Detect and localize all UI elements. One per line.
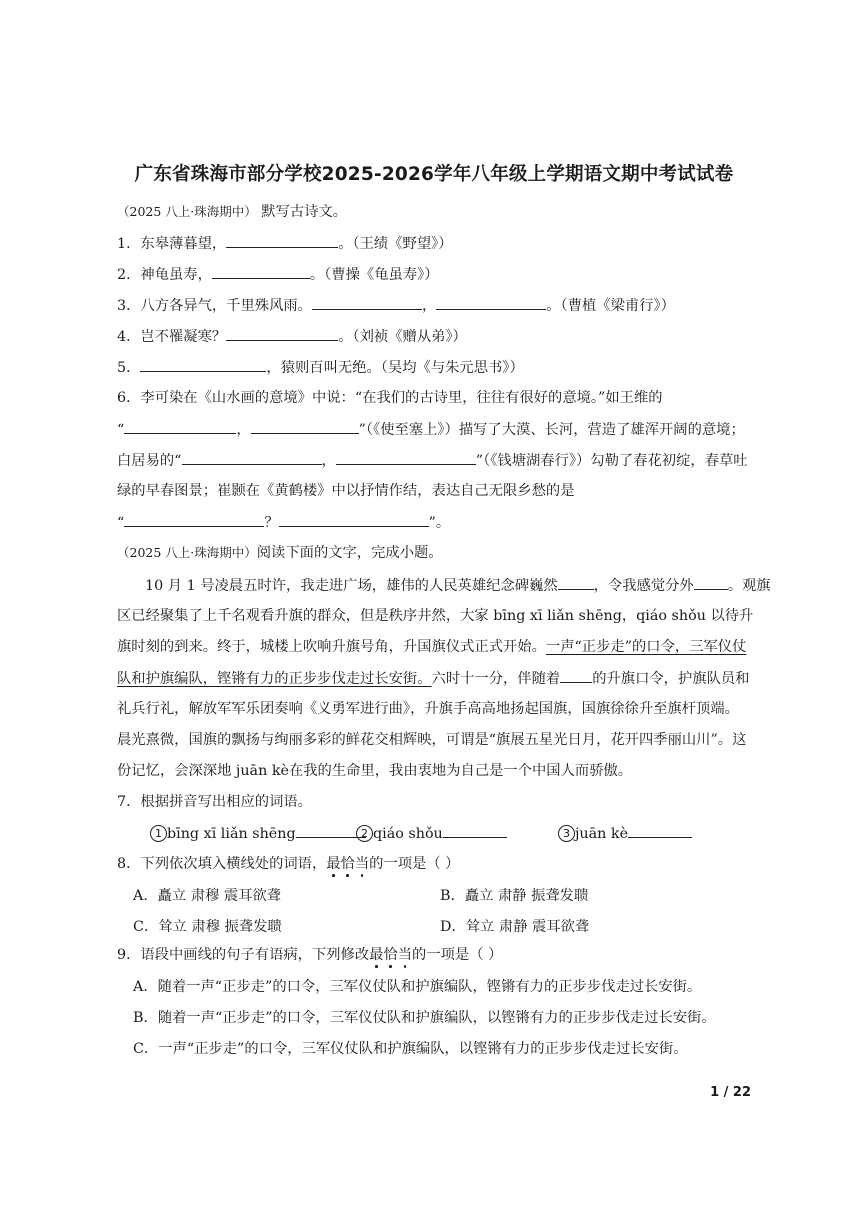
q7-item-3 bbox=[558, 823, 692, 844]
q5-text: ，猿则百叫无绝。（吴均《与朱元思书》） bbox=[266, 360, 524, 376]
q9-option-b[interactable] bbox=[133, 1008, 716, 1028]
answer-blank[interactable] bbox=[694, 575, 728, 590]
option-label: D． bbox=[440, 919, 466, 935]
q3-comma: ， bbox=[421, 298, 437, 314]
circled-number: 2 bbox=[356, 825, 373, 842]
answer-blank[interactable] bbox=[212, 264, 310, 279]
emphasis-char: 最 bbox=[369, 947, 384, 963]
option-label: A． bbox=[133, 888, 158, 904]
q2-text: 神龟虽寿， bbox=[140, 267, 212, 283]
page-number: 1 / 22 bbox=[710, 1085, 751, 1100]
passage-text: 份记忆，会深深地 juān kè在我的生命里，我由衷地为自己是一个中国人而骄傲。 bbox=[117, 763, 633, 779]
q2-source: 。（曹操《龟虽寿》） bbox=[309, 267, 439, 283]
question-9 bbox=[117, 945, 502, 965]
option-text: 耸立 肃静 震耳欲聋 bbox=[465, 919, 590, 935]
emphasis-char: 最 bbox=[326, 856, 341, 872]
question-4 bbox=[117, 326, 467, 347]
q8-option-d[interactable] bbox=[440, 917, 589, 937]
comma: ， bbox=[321, 453, 336, 469]
answer-blank[interactable] bbox=[560, 668, 592, 683]
pinyin: bīng xī liǎn shēng bbox=[167, 826, 296, 842]
q4-number: 4． bbox=[117, 329, 141, 345]
option-text: 随着一声“正步走”的口令，三军仪仗队和护旗编队，铿锵有力的正步步伐走过长安街。 bbox=[157, 979, 702, 995]
passage-text: 六时十一分，伴随着 bbox=[431, 671, 561, 687]
answer-blank[interactable] bbox=[124, 419, 236, 434]
question-mark: ？ bbox=[264, 515, 279, 531]
question-6-line5 bbox=[117, 512, 450, 533]
question-6-line3 bbox=[117, 450, 748, 471]
q3-number: 3． bbox=[117, 298, 141, 314]
q5-number: 5． bbox=[117, 360, 141, 376]
answer-blank[interactable] bbox=[279, 512, 429, 527]
passage-text: 晨光熹微，国旗的飘扬与绚丽多彩的鲜花交相辉映，可谓是“旗展五星光日月，花开四季丽山川”。这 bbox=[117, 732, 747, 748]
q8-option-c[interactable] bbox=[133, 917, 282, 937]
emphasis-char: 恰 bbox=[340, 856, 355, 872]
q8-stem: 的一项是（ ） bbox=[369, 856, 460, 872]
passage-line bbox=[117, 730, 746, 750]
q8-stem: 8．下列依次填入横线处的词语， bbox=[117, 856, 327, 872]
q9-option-c[interactable] bbox=[133, 1039, 688, 1059]
section2-instruction: 阅读下面的文字，完成小题。 bbox=[256, 545, 443, 561]
emphasis-char: 当 bbox=[354, 856, 370, 872]
passage-line bbox=[117, 761, 632, 781]
option-text: 随着一声“正步走”的口令，三军仪仗队和护旗编队，以铿锵有力的正步步伐走过长安街。 bbox=[157, 1010, 716, 1026]
section2-source: （2025 八上·珠海期中） bbox=[117, 545, 257, 560]
passage-text: 礼兵行礼，解放军军乐团奏响《义勇军进行曲》，升旗手高高地扬起国旗，国旗徐徐升至旗杆顶端。 bbox=[117, 701, 739, 717]
circled-number: 3 bbox=[558, 825, 575, 842]
section1-instruction: 默写古诗文。 bbox=[256, 204, 348, 220]
question-8 bbox=[117, 854, 459, 874]
question-1 bbox=[117, 233, 453, 254]
q8-option-b[interactable] bbox=[440, 886, 588, 906]
answer-blank[interactable] bbox=[336, 450, 476, 465]
option-text: 矗立 肃静 振聋发聩 bbox=[464, 888, 589, 904]
passage-text: 10 月 1 号凌晨五时许，我走进广场，雄伟的人民英雄纪念碑巍然 bbox=[145, 578, 558, 594]
comma: ， bbox=[236, 422, 251, 438]
q6-text: 李可染在《山水画的意境》中说：“在我们的古诗里，往往有很好的意境。”如王维的 bbox=[140, 390, 663, 406]
q8-option-a[interactable] bbox=[133, 886, 281, 906]
passage-line bbox=[117, 668, 749, 689]
option-label: C． bbox=[133, 1041, 159, 1057]
q9-stem: 9．语段中画线的句子有语病，下列修改 bbox=[117, 947, 370, 963]
q6-number: 6． bbox=[117, 390, 141, 406]
option-label: A． bbox=[133, 979, 158, 995]
passage-text: 的升旗口令，护旗队员和 bbox=[592, 671, 750, 687]
passage-text: 旗时刻的到来。终于，城楼上吹响升旗号角，升国旗仪式正式开始。 bbox=[117, 639, 546, 655]
q3-source: 。（曹植《梁甫行》） bbox=[546, 298, 675, 314]
option-text: 矗立 肃穆 震耳欲聋 bbox=[157, 888, 282, 904]
answer-blank[interactable] bbox=[436, 295, 546, 310]
q6-text: 白居易的“ bbox=[117, 453, 182, 469]
passage-line bbox=[117, 699, 739, 719]
question-6-line1 bbox=[117, 388, 663, 408]
question-7 bbox=[117, 792, 312, 812]
pinyin: juān kè bbox=[575, 826, 629, 842]
q6-text: ”（《钱塘湖春行》）勾勒了春花初绽，春草吐 bbox=[475, 453, 748, 469]
quote-mark: “ bbox=[117, 515, 125, 531]
question-2 bbox=[117, 264, 439, 285]
q6-text: 绿的早春图景；崔颢在《黄鹤楼》中以抒情作结，表达自己无限乡愁的是 bbox=[117, 483, 575, 499]
quote-mark: “ bbox=[117, 422, 125, 438]
q4-text: 岂不罹凝寒？ bbox=[140, 329, 227, 345]
q1-number: 1． bbox=[117, 236, 141, 252]
question-3 bbox=[117, 295, 675, 316]
answer-blank[interactable] bbox=[443, 823, 507, 838]
answer-blank[interactable] bbox=[312, 295, 422, 310]
option-label: B． bbox=[133, 1010, 158, 1026]
answer-blank[interactable] bbox=[558, 575, 594, 590]
passage-text: 区已经聚集了上千名观看升旗的群众，但是秩序井然，大家 bīng xī liǎn shēng，qiáo shǒu 以待升 bbox=[117, 608, 754, 624]
circled-number: 1 bbox=[150, 825, 167, 842]
q1-source: 。（王绩《野望》） bbox=[338, 236, 453, 252]
passage-line bbox=[117, 637, 746, 657]
q7-item-1 bbox=[150, 823, 366, 844]
closing-quote: ”。 bbox=[428, 515, 451, 531]
answer-blank[interactable] bbox=[140, 357, 266, 372]
answer-blank[interactable] bbox=[251, 419, 359, 434]
q9-stem: 的一项是（ ） bbox=[412, 947, 503, 963]
passage-text: 。观旗 bbox=[727, 578, 771, 594]
option-text: 耸立 肃穆 振聋发聩 bbox=[158, 919, 282, 935]
question-5 bbox=[117, 357, 524, 378]
exam-title: 广东省珠海市部分学校2025-2026学年八年级上学期语文期中考试试卷 bbox=[134, 164, 734, 185]
emphasis-char: 恰 bbox=[383, 947, 398, 963]
q7-item-2 bbox=[356, 823, 507, 844]
q6-text: ”（《使至塞上》）描写了大漠、长河，营造了雄浑开阔的意境； bbox=[358, 422, 745, 438]
option-text: 一声“正步走”的口令，三军仪仗队和护旗编队，以铿锵有力的正步步伐走过长安街。 bbox=[158, 1041, 688, 1057]
q7-stem: 7．根据拼音写出相应的词语。 bbox=[117, 794, 312, 810]
q2-number: 2． bbox=[117, 267, 141, 283]
emphasis-char: 当 bbox=[397, 947, 413, 963]
q9-option-a[interactable] bbox=[133, 977, 701, 997]
question-6-line2 bbox=[117, 419, 745, 440]
option-label: B． bbox=[440, 888, 465, 904]
answer-blank[interactable] bbox=[226, 233, 338, 248]
section1-header bbox=[117, 202, 347, 222]
answer-blank[interactable] bbox=[628, 823, 692, 838]
passage-text: ，令我感觉分外 bbox=[593, 578, 694, 594]
q4-source: 。（刘祯《赠从弟》） bbox=[338, 329, 467, 345]
q1-text: 东皋薄暮望， bbox=[140, 236, 227, 252]
passage-line bbox=[117, 606, 753, 626]
underlined-sentence: 队和护旗编队，铿锵有力的正步步伐走过长安街。 bbox=[117, 671, 432, 687]
underlined-sentence: 一声“正步走”的口令，三军仪仗 bbox=[545, 639, 747, 655]
answer-blank[interactable] bbox=[182, 450, 322, 465]
q3-text: 八方各异气，千里殊风雨。 bbox=[140, 298, 312, 314]
option-label: C． bbox=[133, 919, 159, 935]
section2-header bbox=[117, 543, 443, 563]
section1-source: （2025 八上·珠海期中） bbox=[117, 204, 257, 219]
answer-blank[interactable] bbox=[226, 326, 338, 341]
pinyin: qiáo shǒu bbox=[373, 826, 443, 842]
passage-line bbox=[145, 575, 771, 596]
answer-blank[interactable] bbox=[124, 512, 264, 527]
question-6-line4 bbox=[117, 481, 575, 501]
